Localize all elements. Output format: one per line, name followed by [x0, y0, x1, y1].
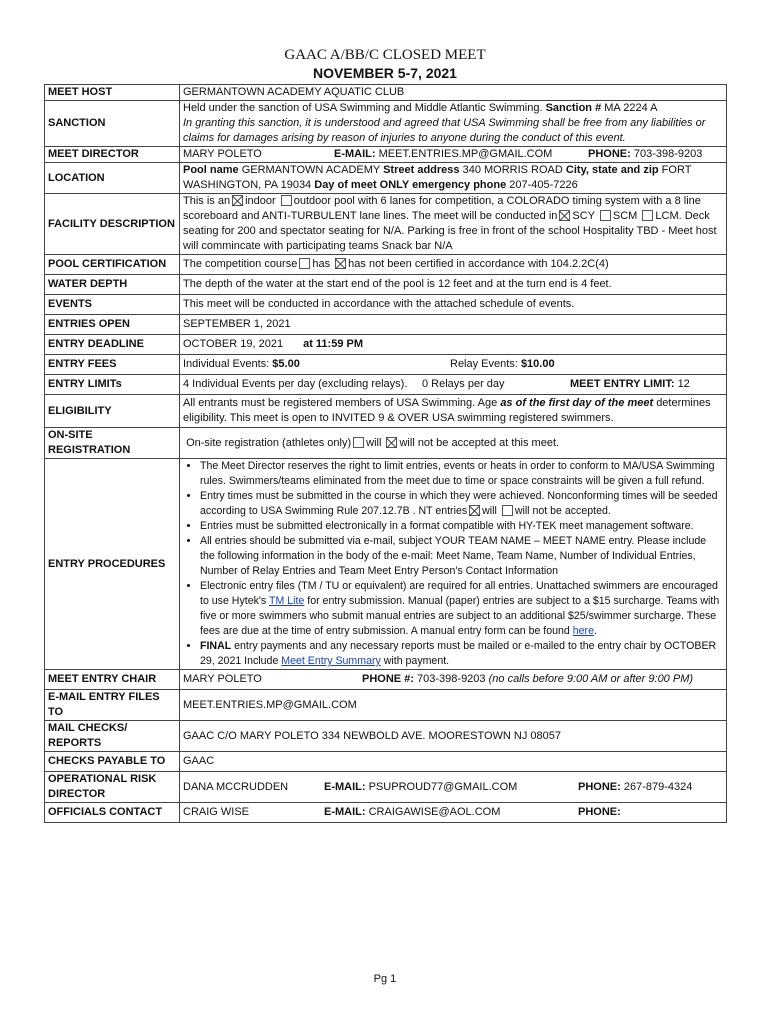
label-entry-deadline: ENTRY DEADLINE — [45, 335, 180, 355]
value-mail-checks: GAAC C/O MARY POLETO 334 NEWBOLD AVE. MOORESTOWN NJ 08057 — [180, 721, 727, 752]
row-entry-procedures — [45, 459, 727, 670]
row-mail-checks — [45, 721, 727, 752]
entry-chair-phone: PHONE #: 703-398-9203 (no calls before 9:00 AM or after 9:00 PM) — [362, 673, 694, 685]
ops-risk-name: DANA MCCRUDDEN — [183, 780, 289, 793]
lcm-checkbox[interactable] — [642, 210, 653, 221]
procedure-item: • All entries should be submitted via e-mail, subject YOUR TEAM NAME – MEET NAME entry. Please include the following information in the body of the e-mail: Meet Name, Team Name, Number of Individual Entries, Number of Relay Entries and Team Meet Entry Person's Contact Information — [200, 534, 723, 579]
sanction-text: Held under the sanction of USA Swimming and Middle Atlantic Swimming. — [183, 102, 543, 114]
limit-meet: MEET ENTRY LIMIT: 12 — [570, 378, 690, 390]
row-checks-payable — [45, 752, 727, 772]
row-entry-fees — [45, 355, 727, 375]
tm-lite-link[interactable]: TM Lite — [268, 595, 305, 607]
fee-relay: Relay Events: $10.00 — [450, 358, 555, 370]
label-sanction: SANCTION — [45, 101, 180, 147]
row-entries-open — [45, 315, 727, 335]
value-facility: This is an indoor outdoor pool with 6 lanes for competition, a COLORADO timing system with a 8 line scoreboard and ANTI-TURBULENT lane lines. The meet will be conducted in SCY SCM LCM. Deck seating for 200 and spectator seating for N/A. Parking is free in front of the school Hospitality TBD - Meet host will commincate with participating teams Snack bar N/A — [180, 194, 727, 255]
row-operational-risk — [45, 772, 727, 803]
row-location — [45, 163, 727, 194]
page-number: Pg 1 — [373, 973, 397, 985]
label-pool-certification: POOL CERTIFICATION — [45, 255, 180, 275]
sanction-disclaimer: In granting this sanction, it is understood and agreed that USA Swimming shall be free from any liabilities or claims for damages arising by reason of injuries to anyone during the conduct of this event. — [183, 117, 706, 144]
label-checks-payable: CHECKS PAYABLE TO — [45, 752, 180, 772]
limit-relay: 0 Relays per day — [422, 378, 505, 390]
label-mail-checks: MAIL CHECKS/ REPORTS — [45, 721, 180, 752]
ops-risk-email: E-MAIL: PSUPROUD77@GMAIL.COM — [324, 780, 518, 793]
sanction-number: MA 2224 A — [604, 102, 658, 114]
label-meet-host: MEET HOST — [45, 85, 180, 101]
label-operational-risk: OPERATIONAL RISK DIRECTOR — [45, 772, 180, 803]
value-checks-payable: GAAC — [180, 752, 727, 772]
row-entry-deadline — [45, 335, 727, 355]
row-sanction — [45, 101, 727, 147]
label-events: EVENTS — [45, 295, 180, 315]
fee-individual: Individual Events: $5.00 — [183, 358, 300, 370]
value-email-entry-files: MEET.ENTRIES.MP@GMAIL.COM — [180, 690, 727, 721]
has-not-cert-checkbox[interactable] — [335, 258, 346, 269]
procedure-item: • Electronic entry files (TM / TU or equivalent) are required for all entries. Unattached swimmers are encouraged to use Hytek's TM Lite for entry submission. Manual (paper) entries are subject to a $15 surcharge. Teams with five or more swimmers who submit manual entries are subject to an additional $25/swimmer surcharge. These fees are due at the time of entry submission. A manual entry form can be found here. — [200, 579, 723, 639]
value-eligibility: All entrants must be registered members of USA Swimming. Age as of the first day of the meet determines eligibility. This meet is open to INVITED 9 & OVER USA swimming registered swimmers. — [180, 395, 727, 428]
indoor-checkbox[interactable] — [232, 195, 243, 206]
row-email-entry-files — [45, 690, 727, 721]
meet-info-form — [44, 84, 727, 823]
label-meet-director: MEET DIRECTOR — [45, 147, 180, 163]
label-entries-open: ENTRIES OPEN — [45, 315, 180, 335]
nt-will-checkbox[interactable] — [469, 505, 480, 516]
ops-risk-phone: PHONE: 267-879-4324 — [578, 780, 693, 793]
label-water-depth: WATER DEPTH — [45, 275, 180, 295]
officials-phone: PHONE: — [578, 806, 621, 818]
has-cert-checkbox[interactable] — [299, 258, 310, 269]
row-events — [45, 295, 727, 315]
label-onsite-registration: ON-SITE REGISTRATION — [45, 428, 180, 459]
value-events: This meet will be conducted in accordance with the attached schedule of events. — [180, 295, 727, 315]
row-officials-contact — [45, 803, 727, 823]
label-location: LOCATION — [45, 163, 180, 194]
entry-chair-name: MARY POLETO — [183, 673, 262, 685]
value-onsite-registration: On-site registration (athletes only) will will not be accepted at this meet. — [180, 428, 727, 459]
meet-entry-summary-link[interactable]: Meet Entry Summary — [281, 655, 381, 667]
row-onsite-registration — [45, 428, 727, 459]
meet-dates: NOVEMBER 5-7, 2021 — [313, 65, 457, 81]
row-eligibility — [45, 395, 727, 428]
outdoor-checkbox[interactable] — [281, 195, 292, 206]
row-pool-certification — [45, 255, 727, 275]
value-pool-certification: The competition course has has not been certified in accordance with 104.2.2C(4) — [180, 255, 727, 275]
value-meet-host: GERMANTOWN ACADEMY AQUATIC CLUB — [180, 85, 727, 101]
onsite-will-not-checkbox[interactable] — [386, 437, 397, 448]
limit-individual: 4 Individual Events per day (excluding relays). — [183, 378, 408, 390]
label-officials-contact: OFFICIALS CONTACT — [45, 803, 180, 823]
director-name: MARY POLETO — [183, 148, 262, 160]
row-meet-host — [45, 85, 727, 101]
value-entry-procedures — [180, 459, 727, 670]
label-email-entry-files: E-MAIL ENTRY FILES TO — [45, 690, 180, 721]
procedure-item: • The Meet Director reserves the right to limit entries, events or heats in order to conform to MA/USA Swimming rules. Swimmers/teams eliminated from the meet due to time or space constraints will be given a full refund. — [200, 459, 723, 489]
label-entry-limits: ENTRY LIMITs — [45, 375, 180, 395]
label-entry-fees: ENTRY FEES — [45, 355, 180, 375]
manual-entry-form-link[interactable]: here — [572, 625, 594, 637]
value-sanction — [180, 101, 727, 147]
row-water-depth — [45, 275, 727, 295]
label-eligibility: ELIGIBILITY — [45, 395, 180, 428]
nt-will-not-checkbox[interactable] — [502, 505, 513, 516]
row-meet-director — [45, 147, 727, 163]
onsite-will-checkbox[interactable] — [353, 437, 364, 448]
scm-checkbox[interactable] — [600, 210, 611, 221]
label-entry-procedures: ENTRY PROCEDURES — [45, 459, 180, 670]
value-entries-open: SEPTEMBER 1, 2021 — [180, 315, 727, 335]
procedure-item: • Entries must be submitted electronically in a format compatible with HY-TEK meet management software. — [200, 519, 723, 534]
procedure-item: • FINAL entry payments and any necessary reports must be mailed or e-mailed to the entry chair by OCTOBER 29, 2021 Include Meet Entry Summary with payment. — [200, 639, 723, 669]
row-entry-limits — [45, 375, 727, 395]
officials-email: E-MAIL: CRAIGAWISE@AOL.COM — [324, 806, 501, 818]
officials-name: CRAIG WISE — [183, 806, 250, 818]
value-entry-deadline: OCTOBER 19, 2021 at 11:59 PM — [180, 335, 727, 355]
meet-title: GAAC A/BB/C CLOSED MEET — [284, 47, 486, 63]
scy-checkbox[interactable] — [559, 210, 570, 221]
sanction-number-label: Sanction # — [545, 102, 602, 114]
director-phone: PHONE: 703-398-9203 — [588, 148, 703, 160]
value-location: Pool name GERMANTOWN ACADEMY Street address 340 MORRIS ROAD City, state and zip FORT WASHINGTON, PA 19034 Day of meet ONLY emergency phone 207-405-7226 — [180, 163, 727, 194]
procedure-item: • Entry times must be submitted in the course in which they were achieved. Nonconforming times will be seeded according to USA Swimming Rule 207.12.7B . NT entries will will not be accepted. — [200, 489, 723, 519]
label-facility: FACILITY DESCRIPTION — [45, 194, 180, 255]
row-meet-entry-chair — [45, 670, 727, 690]
director-email: E-MAIL: MEET.ENTRIES.MP@GMAIL.COM — [334, 148, 553, 160]
value-water-depth: The depth of the water at the start end of the pool is 12 feet and at the turn end is 4 feet. — [180, 275, 727, 295]
row-facility — [45, 194, 727, 255]
label-meet-entry-chair: MEET ENTRY CHAIR — [45, 670, 180, 690]
